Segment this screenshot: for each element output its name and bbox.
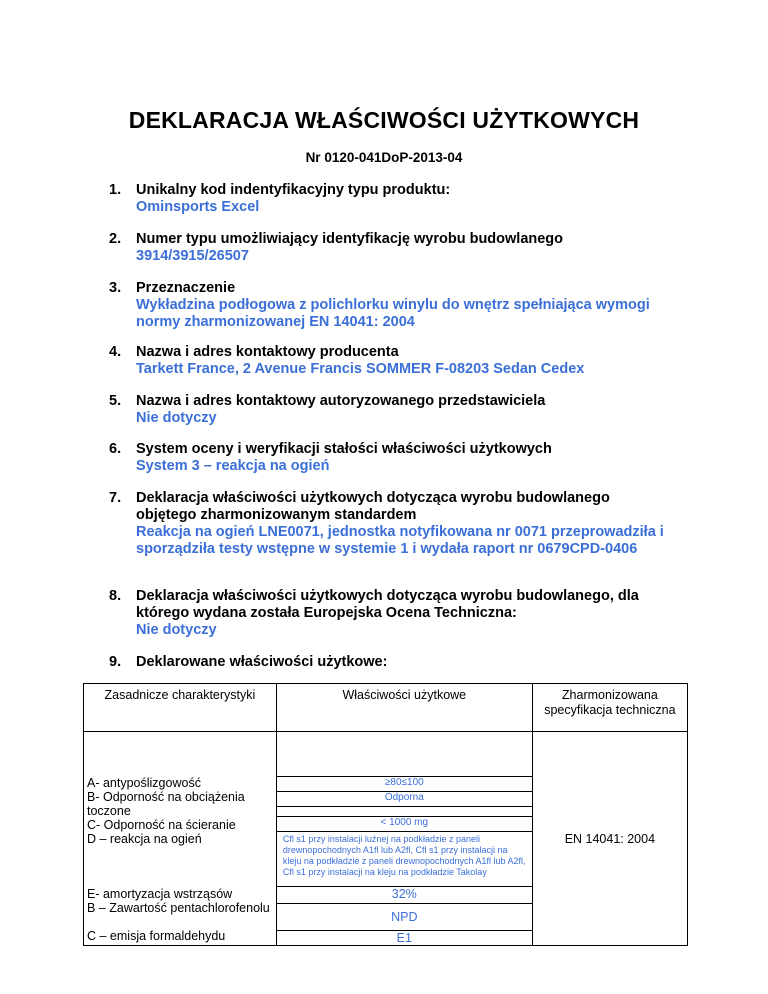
section-heading: Unikalny kod indentyfikacyjny typu produktu:	[136, 182, 451, 198]
section-3	[109, 280, 709, 331]
section-value: Ominsports Excel	[136, 199, 260, 215]
list-item: < 1000 mg	[277, 816, 532, 832]
section-value: Reakcja na ogień LNE0071, jednostka notyfikowana nr 0071 przeprowadziła i sporządziła testy wstępne w systemie 1 i wydała raport nr 0679CPD-0406	[136, 524, 664, 557]
section-2	[109, 231, 709, 265]
list-item: ≥80≤100	[277, 776, 532, 792]
section-heading: Numer typu umożliwiający identyfikację wyrobu budowlanego	[136, 231, 564, 247]
table-body-row	[84, 732, 688, 946]
section-number: 2.	[109, 231, 122, 247]
properties-table	[83, 683, 688, 946]
section-heading: Przeznaczenie	[136, 280, 236, 296]
list-item: B – Zawartość pentachlorofenolu	[87, 901, 270, 915]
header-spec: Zharmonizowana specyfikacja techniczna	[532, 684, 687, 732]
list-item: NPD	[277, 904, 532, 931]
section-heading: Deklaracja właściwości użytkowych dotycząca wyrobu budowlanego, dla którego wydana została Europejska Ocena Techniczna:	[136, 588, 639, 621]
list-item: 32%	[277, 887, 532, 904]
section-number: 5.	[109, 393, 122, 409]
section-6	[109, 441, 709, 475]
section-4	[109, 344, 709, 378]
section-number: 9.	[109, 654, 122, 670]
list-item: E1	[396, 931, 412, 945]
list-item: E- amortyzacja wstrząsów	[87, 887, 233, 901]
list-item: Cfl s1 przy instalacji luźnej na podkładzie z paneli drewnopochodnych A1fl lub A2fl, Cfl s1 przy instalacji na kleju na podkładzie z paneli drewnopochodnych A1fl lub A2fl, Cfl s1 przy instalacji na kleju na podkładzie Takolay	[277, 832, 532, 887]
section-heading: Nazwa i adres kontaktowy producenta	[136, 344, 399, 360]
document-number: Nr 0120-041DoP-2013-04	[305, 150, 463, 165]
list-item: B- Odporność na obciążenia toczone	[87, 790, 245, 818]
values-cell	[276, 732, 532, 946]
section-heading: Deklarowane właściwości użytkowe:	[136, 654, 388, 670]
section-number: 1.	[109, 182, 122, 198]
list-item: C- Odporność na ścieranie	[87, 818, 236, 832]
section-heading: Nazwa i adres kontaktowy autoryzowanego przedstawiciela	[136, 393, 546, 409]
list-item: Odporna	[277, 792, 532, 807]
spec-value: EN 14041: 2004	[564, 831, 656, 846]
section-value: Nie dotyczy	[136, 410, 217, 426]
spec-cell	[532, 732, 687, 946]
table-header-row	[84, 684, 688, 732]
section-value: Wykładzina podłogowa z polichlorku winylu do wnętrz spełniająca wymogi normy zharmonizowanej EN 14041: 2004	[136, 297, 650, 330]
list-item: A- antypoślizgowość	[87, 776, 201, 790]
section-value: Nie dotyczy	[136, 622, 217, 638]
header-properties: Właściwości użytkowe	[276, 684, 532, 732]
spacer	[277, 732, 532, 776]
list-item: C – emisja formaldehydu	[87, 929, 226, 943]
section-heading: System oceny i weryfikacji stałości właściwości użytkowych	[136, 441, 552, 457]
section-heading: Deklaracja właściwości użytkowych dotycząca wyrobu budowlanego objętego zharmonizowanym standardem	[136, 490, 610, 523]
page-title: DEKLARACJA WŁAŚCIWOŚCI UŻYTKOWYCH	[128, 107, 640, 133]
list-item: D – reakcja na ogień	[87, 832, 202, 846]
section-number: 8.	[109, 588, 122, 604]
section-value: 3914/3915/26507	[136, 248, 249, 264]
section-5	[109, 393, 709, 427]
section-8	[109, 588, 709, 639]
section-value: Tarkett France, 2 Avenue Francis SOMMER F-08203 Sedan Cedex	[136, 361, 585, 377]
section-number: 3.	[109, 280, 122, 296]
section-number: 4.	[109, 344, 122, 360]
characteristics-cell	[84, 732, 277, 946]
section-number: 7.	[109, 490, 122, 506]
header-characteristics: Zasadnicze charakterystyki	[84, 684, 277, 732]
section-1	[109, 182, 709, 216]
section-9	[109, 654, 709, 671]
section-7	[109, 490, 709, 558]
section-value: System 3 – reakcja na ogień	[136, 458, 330, 474]
section-number: 6.	[109, 441, 122, 457]
